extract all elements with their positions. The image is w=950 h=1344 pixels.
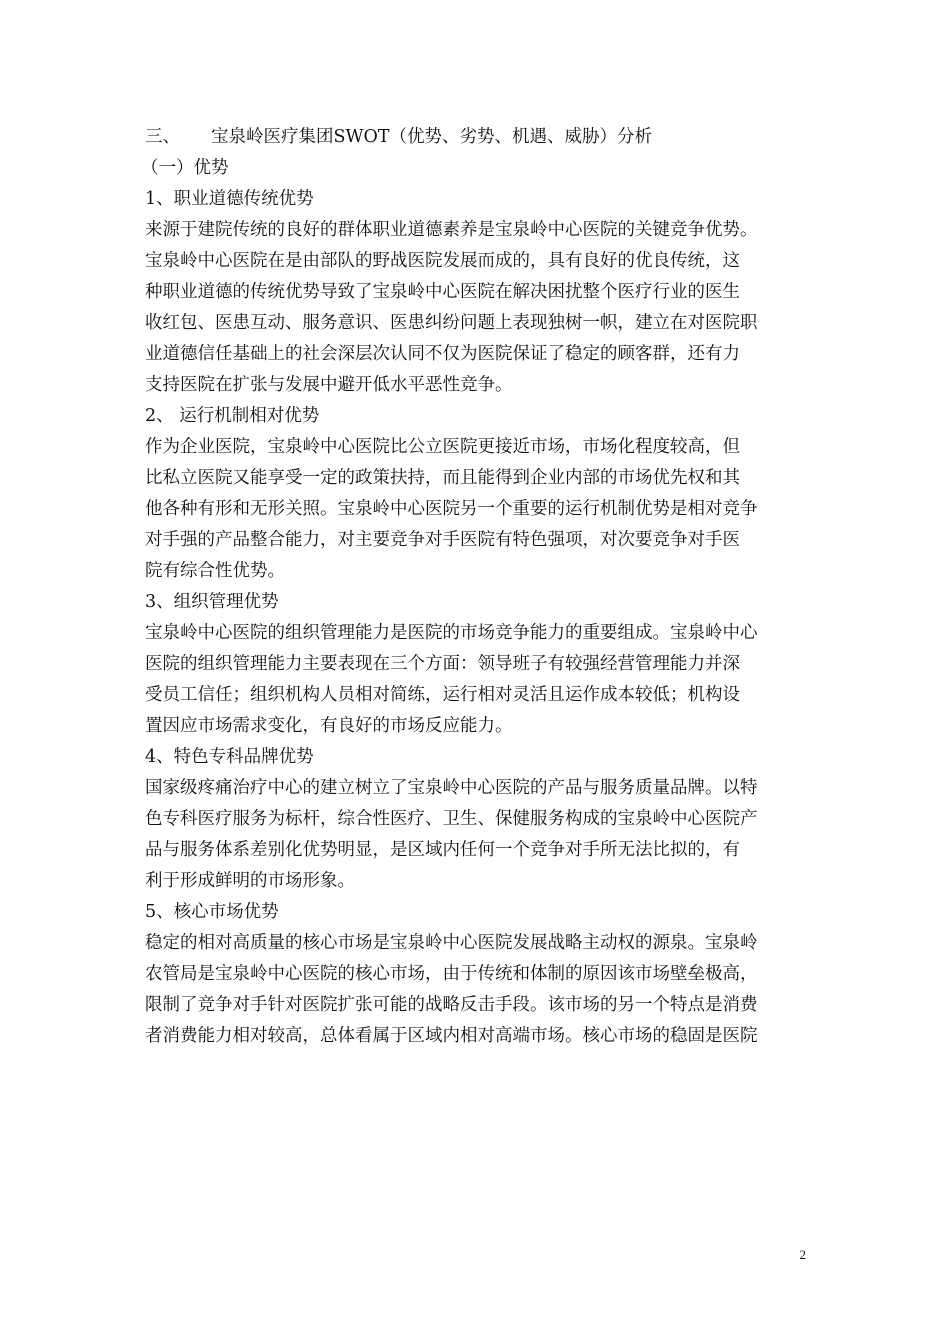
paragraph-line: 品与服务体系差别化优势明显，是区域内任何一个竞争对手所无法比拟的，有 xyxy=(145,840,740,860)
paragraph-line: 者消费能力相对较高，总体看属于区域内相对高端市场。核心市场的稳固是医院 xyxy=(145,1026,758,1046)
page-number: 2 xyxy=(799,1247,806,1262)
paragraph-line: 色专科医疗服务为标杆，综合性医疗、卫生、保健服务构成的宝泉岭中心医院产 xyxy=(145,809,758,829)
section-title: 宝泉岭医疗集团SWOT（优势、劣势、机遇、威胁）分析 xyxy=(211,127,652,147)
paragraph-line: 国家级疼痛治疗中心的建立树立了宝泉岭中心医院的产品与服务质量品牌。以特 xyxy=(145,778,758,798)
paragraph-line: 宝泉岭中心医院在是由部队的野战医院发展而成的，具有良好的优良传统，这 xyxy=(145,251,740,271)
paragraph-line: 受员工信任；组织机构人员相对简练，运行相对灵活且运作成本较低；机构设 xyxy=(145,685,740,705)
item-heading: 1、职业道德传统优势 xyxy=(145,189,314,209)
paragraph-line: 医院的组织管理能力主要表现在三个方面：领导班子有较强经营管理能力并深 xyxy=(145,654,740,674)
paragraph-line: 院有综合性优势。 xyxy=(145,561,285,581)
section-heading xyxy=(145,122,815,153)
paragraph-line: 置因应市场需求变化，有良好的市场反应能力。 xyxy=(145,716,513,736)
paragraph-line: 比私立医院又能享受一定的政策扶持，而且能得到企业内部的市场优先权和其 xyxy=(145,468,740,488)
item-heading: 2、 运行机制相对优势 xyxy=(145,406,320,426)
paragraph-line: 收红包、医患互动、服务意识、医患纠纷问题上表现独树一帜，建立在对医院职 xyxy=(145,313,758,333)
paragraph-line: 对手强的产品整合能力，对主要竞争对手医院有特色强项，对次要竞争对手医 xyxy=(145,530,740,550)
paragraph-line: 来源于建院传统的良好的群体职业道德素养是宝泉岭中心医院的关键竞争优势。 xyxy=(145,220,758,240)
item-heading: 5、核心市场优势 xyxy=(145,902,279,922)
paragraph-line: 稳定的相对高质量的核心市场是宝泉岭中心医院发展战略主动权的源泉。宝泉岭 xyxy=(145,933,758,953)
document-body xyxy=(141,122,815,1052)
item-heading: 4、特色专科品牌优势 xyxy=(145,747,314,767)
subsection-heading: （一）优势 xyxy=(141,158,229,178)
paragraph-line: 利于形成鲜明的市场形象。 xyxy=(145,871,355,891)
paragraph-line: 支持医院在扩张与发展中避开低水平恶性竞争。 xyxy=(145,375,513,395)
paragraph-line: 作为企业医院，宝泉岭中心医院比公立医院更接近市场，市场化程度较高，但 xyxy=(145,437,740,457)
paragraph-line: 宝泉岭中心医院的组织管理能力是医院的市场竞争能力的重要组成。宝泉岭中心 xyxy=(145,623,758,643)
paragraph-line: 农管局是宝泉岭中心医院的核心市场，由于传统和体制的原因该市场壁垒极高， xyxy=(145,964,758,984)
section-number: 三、 xyxy=(145,127,180,147)
paragraph-line: 业道德信任基础上的社会深层次认同不仅为医院保证了稳定的顾客群，还有力 xyxy=(145,344,740,364)
paragraph-line: 限制了竞争对手针对医院扩张可能的战略反击手段。该市场的另一个特点是消费 xyxy=(145,995,758,1015)
paragraph-line: 种职业道德的传统优势导致了宝泉岭中心医院在解决困扰整个医疗行业的医生 xyxy=(145,282,740,302)
paragraph-line: 他各种有形和无形关照。宝泉岭中心医院另一个重要的运行机制优势是相对竞争 xyxy=(145,499,758,519)
item-heading: 3、组织管理优势 xyxy=(145,592,279,612)
